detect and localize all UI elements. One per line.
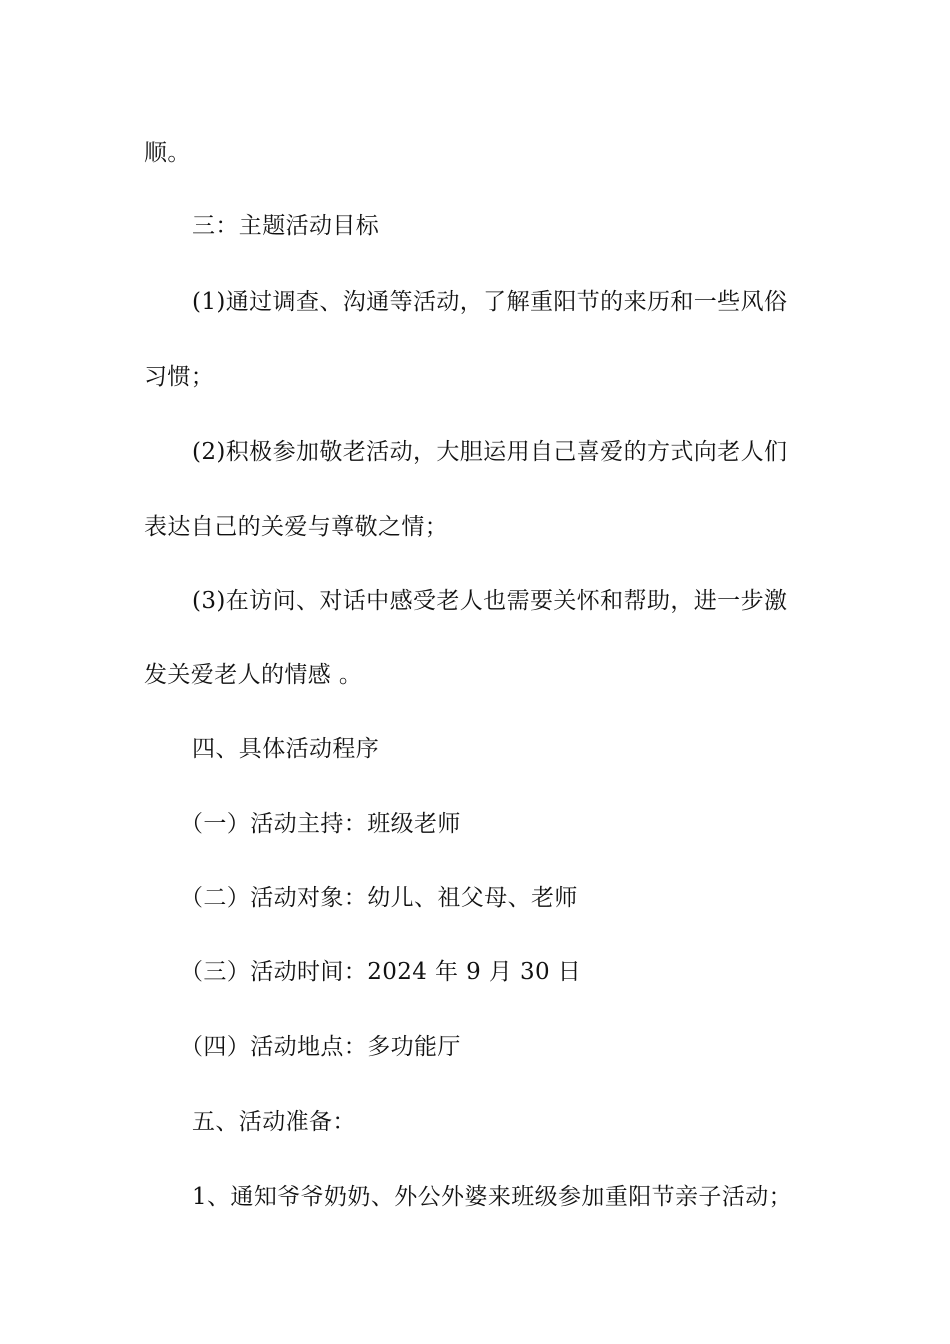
goal-1-line-1: (1)通过调查、沟通等活动，了解重阳节的来历和一些风俗 bbox=[192, 289, 788, 315]
goal-2-line-1: (2)积极参加敬老活动，大胆运用自己喜爱的方式向老人们 bbox=[192, 439, 788, 465]
program-item-time: （三）活动时间：2024 年 9 月 30 日 bbox=[180, 959, 582, 985]
section-heading-4: 四、具体活动程序 bbox=[192, 736, 380, 762]
text-line-continuation: 顺。 bbox=[144, 140, 191, 166]
goal-3-line-1: (3)在访问、对话中感受老人也需要关怀和帮助，进一步激 bbox=[192, 588, 788, 614]
program-item-location: （四）活动地点：多功能厅 bbox=[180, 1034, 461, 1060]
preparation-item-1: 1、通知爷爷奶奶、外公外婆来班级参加重阳节亲子活动； bbox=[192, 1184, 793, 1210]
goal-2-line-2: 表达自己的关爱与尊敬之情； bbox=[144, 514, 449, 540]
goal-3-line-2: 发关爱老人的情感 。 bbox=[144, 662, 363, 688]
section-heading-3: 三：主题活动目标 bbox=[192, 213, 380, 239]
program-item-host: （一）活动主持：班级老师 bbox=[180, 811, 461, 837]
program-item-audience: （二）活动对象：幼儿、祖父母、老师 bbox=[180, 885, 578, 911]
goal-1-line-2: 习惯； bbox=[144, 364, 215, 390]
section-heading-5: 五、活动准备： bbox=[192, 1109, 356, 1135]
